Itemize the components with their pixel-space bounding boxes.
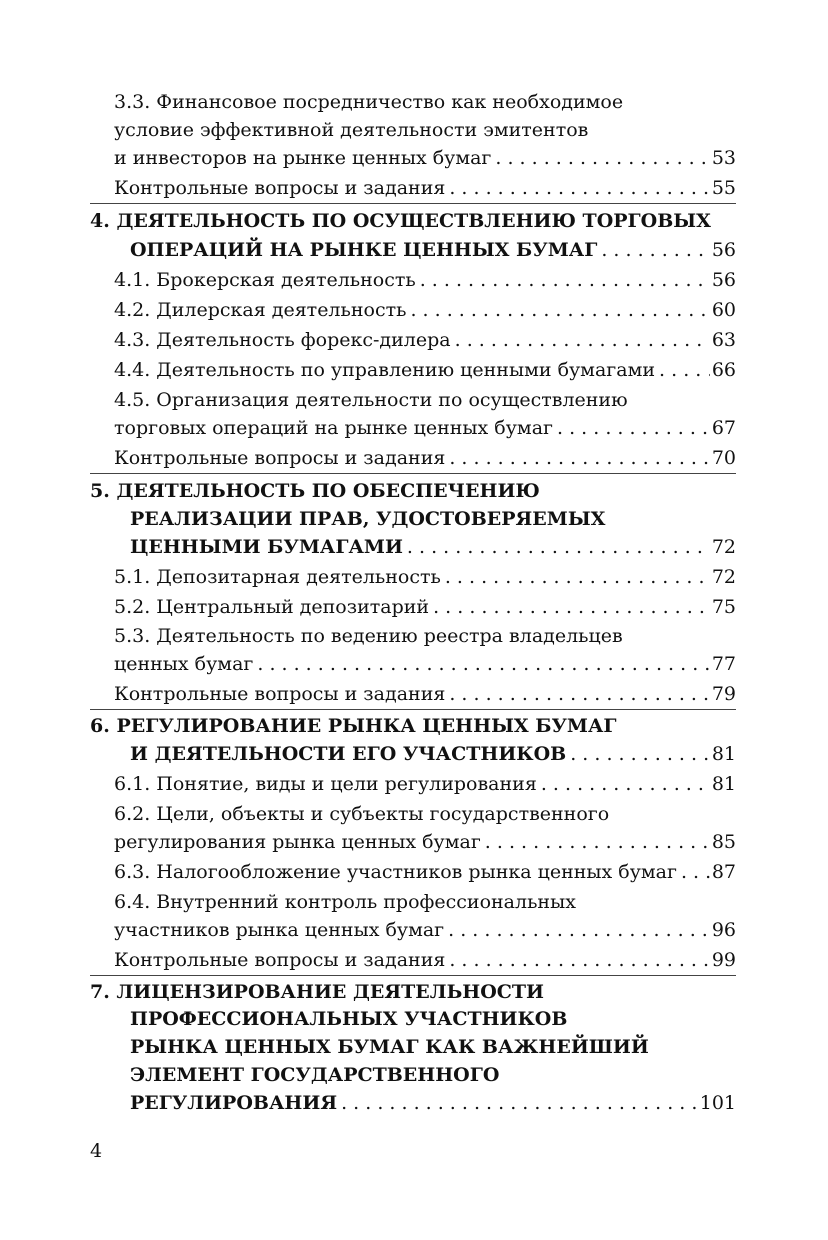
dot-leader	[449, 947, 709, 973]
toc-line-review-3: Контрольные вопросы и задания . . . 55	[114, 175, 736, 201]
toc-line-4-1: 4.1. Брокерская деятельность . . . 56	[114, 267, 736, 293]
dot-leader	[433, 594, 710, 620]
toc-line-4-4: 4.4. Деятельность по управлению ценными бумагами . . . 66	[114, 357, 736, 383]
toc-chapter-7-a: 7. ЛИЦЕНЗИРОВАНИЕ ДЕЯТЕЛЬНОСТИ	[90, 981, 544, 1003]
toc-chapter-6-b: И ДЕЯТЕЛЬНОСТИ ЕГО УЧАСТНИКОВ . . . 81	[130, 741, 736, 767]
page-ref: 53	[711, 147, 736, 169]
toc-chapter-4-a: 4. ДЕЯТЕЛЬНОСТЬ ПО ОСУЩЕСТВЛЕНИЮ ТОРГОВЫХ	[90, 210, 711, 232]
page-ref: 72	[711, 536, 736, 558]
page-ref: 77	[711, 653, 736, 675]
page-ref: 56	[711, 269, 736, 291]
page-ref: 63	[711, 329, 736, 351]
page-ref: 85	[711, 831, 736, 853]
dot-leader	[570, 741, 710, 767]
toc-line-review-5: Контрольные вопросы и задания . . . 79	[114, 681, 736, 707]
dot-leader	[601, 237, 709, 263]
toc-line-5-3-a: 5.3. Деятельность по ведению реестра владельцев	[114, 625, 623, 647]
page-number: 4	[90, 1140, 103, 1162]
toc-chapter-5-a: 5. ДЕЯТЕЛЬНОСТЬ ПО ОБЕСПЕЧЕНИЮ	[90, 480, 540, 502]
dot-leader	[410, 297, 709, 323]
section-divider	[90, 709, 736, 710]
toc-line-review-4: Контрольные вопросы и задания . . . 70	[114, 445, 736, 471]
dot-leader	[449, 681, 709, 707]
page-ref: 96	[711, 919, 736, 941]
toc-line-6-4-a: 6.4. Внутренний контроль профессиональных	[114, 891, 576, 913]
dot-leader	[449, 445, 709, 471]
dot-leader	[420, 267, 710, 293]
toc-line-4-5-b: торговых операций на рынке ценных бумаг . . . 67	[114, 415, 736, 441]
page-ref: 87	[711, 861, 736, 883]
toc-chapter-4-b: ОПЕРАЦИЙ НА РЫНКЕ ЦЕННЫХ БУМАГ . . . 56	[130, 237, 736, 263]
section-divider	[90, 975, 736, 976]
toc-chapter-7-b: ПРОФЕССИОНАЛЬНЫХ УЧАСТНИКОВ	[130, 1008, 568, 1030]
toc-line-6-1: 6.1. Понятие, виды и цели регулирования . . . 81	[114, 771, 736, 797]
page-ref: 66	[711, 359, 736, 381]
page-ref: 81	[711, 773, 736, 795]
dot-leader	[455, 327, 710, 353]
page-ref: 55	[711, 177, 736, 199]
toc-chapter-7-d: ЭЛЕМЕНТ ГОСУДАРСТВЕННОГО	[130, 1064, 500, 1086]
toc-line-6-2-a: 6.2. Цели, объекты и субъекты государственного	[114, 803, 610, 825]
dot-leader	[448, 917, 710, 943]
dot-leader	[681, 859, 710, 885]
toc-line-3-3-b: условие эффективной деятельности эмитентов	[114, 119, 589, 141]
toc-line-5-3-b: ценных бумаг . . . 77	[114, 651, 736, 677]
dot-leader	[341, 1090, 698, 1116]
toc-chapter-7-e: РЕГУЛИРОВАНИЯ . . . 101	[130, 1090, 736, 1116]
page-ref: 56	[711, 239, 736, 261]
dot-leader	[449, 175, 709, 201]
page-ref: 79	[711, 683, 736, 705]
dot-leader	[495, 145, 709, 171]
toc-line-6-4-b: участников рынка ценных бумаг . . . 96	[114, 917, 736, 943]
dot-leader	[659, 357, 710, 383]
page-ref: 67	[711, 417, 736, 439]
dot-leader	[257, 651, 709, 677]
toc-chapter-7-c: РЫНКА ЦЕННЫХ БУМАГ КАК ВАЖНЕЙШИЙ	[130, 1036, 649, 1058]
toc-line-review-6: Контрольные вопросы и задания . . . 99	[114, 947, 736, 973]
page-ref: 70	[711, 447, 736, 469]
page-ref: 101	[699, 1092, 736, 1114]
section-divider	[90, 203, 736, 204]
dot-leader	[485, 829, 710, 855]
page-ref: 81	[711, 743, 736, 765]
toc-chapter-5-b: РЕАЛИЗАЦИИ ПРАВ, УДОСТОВЕРЯЕМЫХ	[130, 508, 606, 530]
page-ref: 75	[711, 596, 736, 618]
toc-line-3-3-c: и инвесторов на рынке ценных бумаг . . . 53	[114, 145, 736, 171]
toc-line-4-5-a: 4.5. Организация деятельности по осуществлению	[114, 389, 628, 411]
toc-chapter-5-c: ЦЕННЫМИ БУМАГАМИ . . . 72	[130, 534, 736, 560]
toc-line-5-1: 5.1. Депозитарная деятельность . . . 72	[114, 564, 736, 590]
toc-line-4-2: 4.2. Дилерская деятельность . . . 60	[114, 297, 736, 323]
toc-chapter-6-a: 6. РЕГУЛИРОВАНИЕ РЫНКА ЦЕННЫХ БУМАГ	[90, 715, 617, 737]
dot-leader	[445, 564, 710, 590]
section-divider	[90, 473, 736, 474]
page-ref: 72	[711, 566, 736, 588]
toc-line-5-2: 5.2. Центральный депозитарий . . . 75	[114, 594, 736, 620]
toc-line-3-3-a: 3.3. Финансовое посредничество как необходимое	[114, 91, 624, 113]
toc-line-6-3: 6.3. Налогообложение участников рынка ценных бумаг . . . 87	[114, 859, 736, 885]
page-ref: 99	[711, 949, 736, 971]
page-ref: 60	[711, 299, 736, 321]
dot-leader	[557, 415, 710, 441]
dot-leader	[407, 534, 710, 560]
toc-line-6-2-b: регулирования рынка ценных бумаг . . . 85	[114, 829, 736, 855]
toc-line-4-3: 4.3. Деятельность форекс-дилера . . . 63	[114, 327, 736, 353]
dot-leader	[541, 771, 710, 797]
